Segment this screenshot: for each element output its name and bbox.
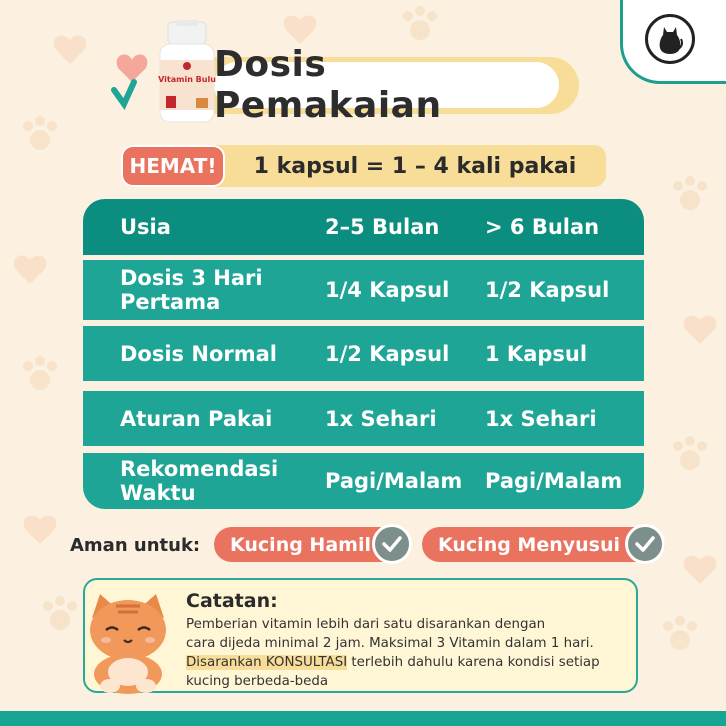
vitamin-bottle-icon [156,20,218,124]
note-line-rest: terlebih dahulu karena kondisi setiap [347,655,600,670]
row-value-col2: 1/2 Kapsul [325,341,450,366]
note-highlight: Disarankan KONSULTASI [186,655,348,670]
note-line [186,653,636,672]
row-label: Rekomendasi Waktu [120,457,279,505]
row-label: Dosis 3 Hari Pertama [120,266,263,314]
table-row [83,453,644,509]
cat-mascot-icon [82,588,174,694]
row-value-col2: 1x Sehari [325,406,437,431]
row-value-col3: > 6 Bulan [485,215,600,239]
note-line: kucing berbeda-beda [186,674,329,689]
row-value-col2: 1/4 Kapsul [325,278,450,302]
table-row [83,199,644,255]
bottom-bar [0,711,726,726]
table-row [83,260,644,320]
row-value-col2: 2–5 Bulan [325,215,440,239]
note-text [186,615,636,691]
hemat-text: 1 kapsul = 1 – 4 kali pakai [253,153,577,179]
hemat-badge: HEMAT! [121,145,225,187]
cat-silhouette-icon [645,14,695,64]
row-value-col3: 1/2 Kapsul [485,278,610,302]
row-value-col3: Pagi/Malam [485,469,623,493]
page-title: Dosis Pemakaian [214,62,559,108]
note-line: Pemberian vitamin lebih dari satu disarankan dengan [186,617,546,632]
row-value-col3: 1 Kapsul [485,341,588,366]
note-title: Catatan: [186,590,278,612]
row-value-col3: 1x Sehari [485,406,597,431]
brand-logo-tab [620,0,726,84]
aman-label: Aman untuk: [70,534,201,556]
row-label: Aturan Pakai [120,406,273,431]
row-value-col2: Pagi/Malam [325,469,463,493]
note-line: cara dijeda minimal 2 jam. Maksimal 3 Vitamin dalam 1 hari. [186,636,594,651]
check-icon [625,524,665,564]
table-row [83,326,644,381]
row-label: Dosis Normal [120,341,277,366]
bottle-label: Vitamin Bulu [158,75,216,84]
row-label: Usia [120,215,171,239]
heart-icon [108,40,158,110]
check-icon [372,524,412,564]
safe-for-badge: Kucing Hamil [214,527,410,562]
table-row [83,391,644,446]
safe-for-badge: Kucing Menyusui [422,527,665,562]
